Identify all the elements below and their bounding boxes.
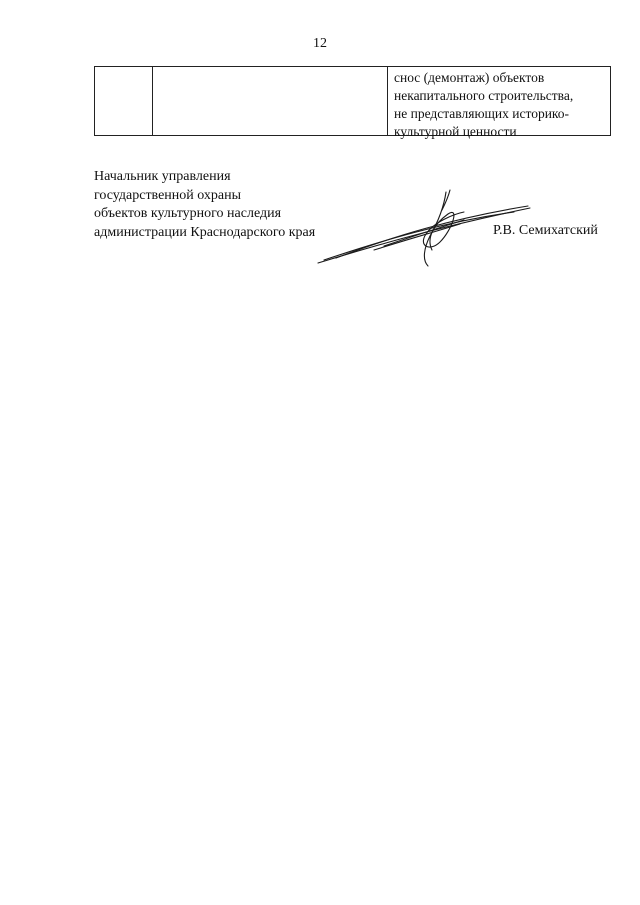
table-cell-object [153, 67, 388, 136]
table-cell-line: не представляющих историко- [394, 106, 570, 121]
position-line: администрации Краснодарского края [94, 224, 316, 240]
table-cell-text [388, 67, 610, 139]
table-cell-works [388, 67, 611, 139]
position-line: государственной охраны [94, 187, 242, 203]
signatory-position [94, 168, 315, 242]
table-cell-line: культурной ценности [394, 124, 517, 139]
position-line: объектов культурного наследия [94, 206, 282, 221]
table-cell-number [95, 67, 153, 136]
table-cell-text [95, 67, 152, 135]
table-cell-line: снос (демонтаж) объектов [394, 70, 545, 85]
table-cell-line: некапитального строительства, [394, 88, 574, 103]
signatory-name: Р.В. Семихатский [493, 223, 598, 238]
document-table [94, 66, 611, 139]
table-cell-text [153, 67, 387, 135]
page-number: 12 [313, 36, 327, 51]
table-row [95, 67, 611, 136]
position-line: Начальник управления [94, 169, 231, 184]
